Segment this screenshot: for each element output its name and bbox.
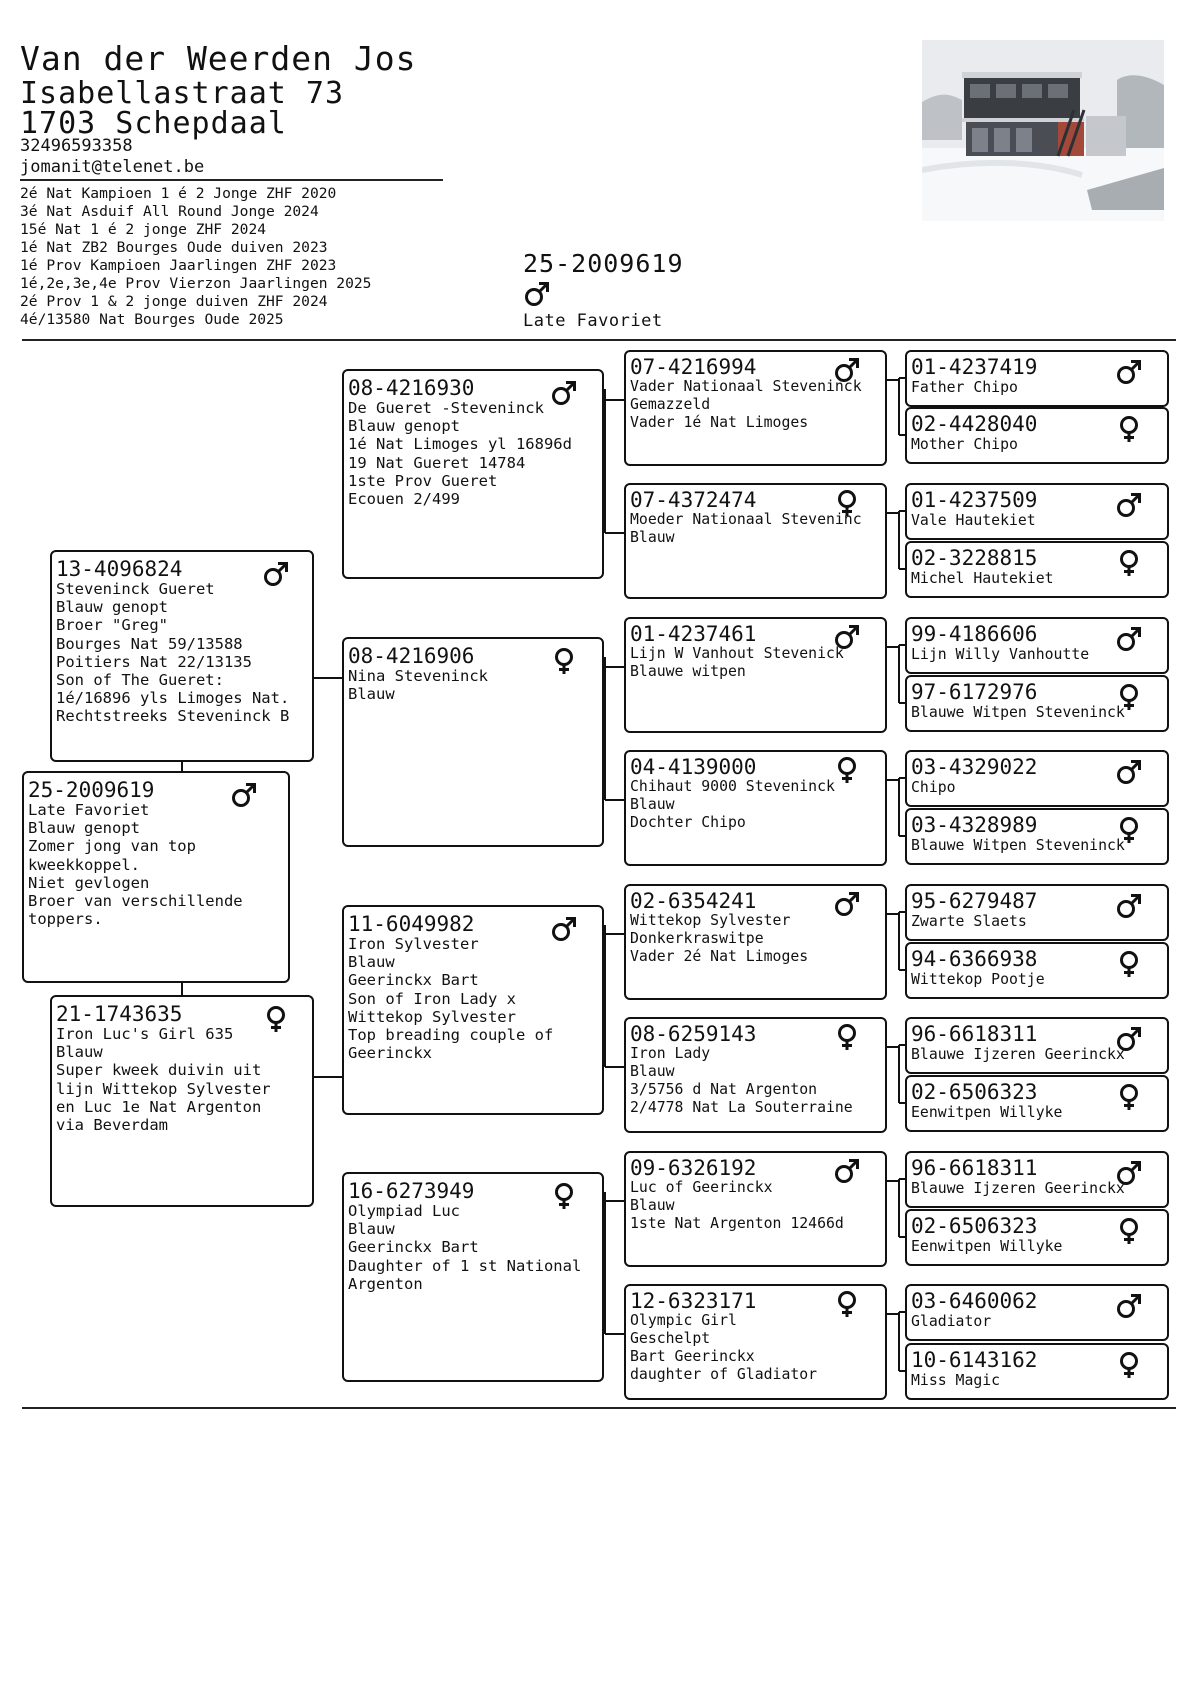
- pedigree-card: [624, 1017, 887, 1133]
- male-symbol-icon: [1115, 625, 1143, 653]
- ring-number: 10-6143162: [911, 1348, 1038, 1372]
- bird-detail: Blauw: [630, 1063, 675, 1080]
- ring-number: 08-4216930: [348, 376, 475, 400]
- bird-detail: Blauw genopt: [348, 417, 460, 436]
- bird-detail: Wittekop Sylvester: [348, 1007, 516, 1026]
- bird-name: Wittekop Pootje: [911, 971, 1045, 988]
- bird-detail: via Beverdam: [56, 1116, 168, 1135]
- pedigree-card: [342, 637, 604, 847]
- pedigree-card: [905, 675, 1169, 732]
- male-symbol-icon: [833, 623, 861, 651]
- ring-number: 02-6506323: [911, 1080, 1038, 1104]
- ring-number: 09-6326192: [630, 1156, 757, 1180]
- bird-name: Nina Steveninck: [348, 667, 488, 685]
- bird-detail: 1é/16896 yls Limoges Nat.: [56, 689, 290, 708]
- bird-detail: 1é Nat Limoges yl 16896d: [348, 435, 572, 454]
- bird-detail: Argenton: [348, 1274, 423, 1293]
- pedigree-card: [905, 750, 1169, 807]
- ring-number: 08-4216906: [348, 644, 475, 668]
- ring-number: 02-6506323: [911, 1214, 1038, 1238]
- male-symbol-icon: [833, 890, 861, 918]
- owner-phone: 32496593358: [20, 136, 133, 156]
- pedigree-card: [624, 350, 887, 466]
- bird-detail: Blauw: [348, 1220, 395, 1239]
- pedigree-card: [342, 369, 604, 579]
- pedigree-card: [624, 884, 887, 1000]
- bird-detail: Geerinckx Bart: [348, 1238, 479, 1257]
- bird-detail: Blauw: [56, 1043, 103, 1062]
- bird-name: Eenwitpen Willyke: [911, 1104, 1063, 1121]
- ring-number: 03-4328989: [911, 813, 1038, 837]
- bottom-divider: [22, 1407, 1176, 1409]
- achievement-item: 2é Nat Kampioen 1 é 2 Jonge ZHF 2020: [20, 185, 337, 202]
- owner-email: jomanit@telenet.be: [20, 157, 205, 177]
- bird-detail: Bourges Nat 59/13588: [56, 634, 243, 653]
- bird-name: Blauwe Ijzeren Geerinckx: [911, 1180, 1125, 1197]
- bird-detail: 3/5756 d Nat Argenton: [630, 1081, 818, 1098]
- male-symbol-icon: [1115, 358, 1143, 386]
- pedigree-card: [50, 995, 314, 1207]
- bird-name: Mother Chipo: [911, 436, 1018, 453]
- bird-detail: 19 Nat Gueret 14784: [348, 453, 526, 472]
- bird-name: Iron Lady: [630, 1045, 711, 1062]
- female-symbol-icon: [1115, 549, 1143, 577]
- ring-number: 97-6172976: [911, 680, 1038, 704]
- male-symbol-icon: [1115, 491, 1143, 519]
- pedigree-card: [342, 1172, 604, 1382]
- achievements-list: [20, 185, 371, 329]
- pedigree-card: [624, 1151, 887, 1267]
- bird-detail: daughter of Gladiator: [630, 1366, 818, 1383]
- bird-name: Vader Nationaal Steveninck: [630, 378, 862, 395]
- pedigree-card: [905, 942, 1169, 999]
- pedigree-card: [905, 1284, 1169, 1341]
- bird-detail: Vader 2é Nat Limoges: [630, 948, 809, 965]
- pedigree-card: [905, 407, 1169, 464]
- male-symbol-icon: [262, 560, 290, 588]
- male-symbol-icon: [1115, 758, 1143, 786]
- female-symbol-icon: [1115, 683, 1143, 711]
- pedigree-card: [905, 1209, 1169, 1266]
- ring-number: 07-4372474: [630, 488, 757, 512]
- bird-detail: 2/4778 Nat La Souterraine: [630, 1099, 853, 1116]
- ring-number: 01-4237419: [911, 355, 1038, 379]
- bird-detail: Geschelpt: [630, 1330, 711, 1347]
- ring-number: 02-3228815: [911, 546, 1038, 570]
- bird-name: Blauwe Witpen Steveninck: [911, 837, 1125, 854]
- main-ring-number: 25-2009619: [523, 249, 684, 278]
- pedigree-card: [905, 541, 1169, 598]
- bird-detail: kweekkoppel.: [28, 855, 140, 874]
- bird-detail: 1ste Nat Argenton 12466d: [630, 1215, 844, 1232]
- bird-name: Lijn W Vanhout Stevenick: [630, 645, 844, 662]
- female-symbol-icon: [1115, 1217, 1143, 1245]
- achievement-item: 1é,2e,3e,4e Prov Vierzon Jaarlingen 2025: [20, 275, 372, 292]
- bird-detail: Bart Geerinckx: [630, 1348, 755, 1365]
- bird-name: Blauwe Witpen Steveninck: [911, 704, 1125, 721]
- bird-detail: Dochter Chipo: [630, 814, 746, 831]
- ring-number: 04-4139000: [630, 755, 757, 779]
- bird-detail: Son of The Gueret:: [56, 671, 224, 690]
- female-symbol-icon: [550, 1182, 578, 1210]
- bird-name: Father Chipo: [911, 379, 1018, 396]
- ring-number: 02-6354241: [630, 889, 757, 913]
- female-symbol-icon: [833, 1290, 861, 1318]
- bird-detail: Daughter of 1 st National: [348, 1256, 582, 1275]
- achievement-item: 1é Prov Kampioen Jaarlingen ZHF 2023: [20, 257, 337, 274]
- bird-name: Lijn Willy Vanhoutte: [911, 646, 1090, 663]
- pedigree-card: [50, 550, 314, 762]
- bird-detail: Broer "Greg": [56, 616, 168, 635]
- female-symbol-icon: [262, 1005, 290, 1033]
- pedigree-card: [905, 350, 1169, 407]
- bird-detail: Zomer jong van top: [28, 837, 196, 856]
- male-symbol-icon: [1115, 892, 1143, 920]
- bird-name: Eenwitpen Willyke: [911, 1238, 1063, 1255]
- ring-number: 12-6323171: [630, 1289, 757, 1313]
- bird-detail: Geerinckx: [348, 1044, 432, 1063]
- bird-detail: en Luc 1e Nat Argenton: [56, 1097, 262, 1116]
- bird-name: Moeder Nationaal Steveninc: [630, 511, 862, 528]
- pedigree-card: [905, 1151, 1169, 1208]
- female-symbol-icon: [833, 1023, 861, 1051]
- ring-number: 21-1743635: [56, 1002, 183, 1026]
- male-symbol-icon: [833, 356, 861, 384]
- male-symbol-icon: [523, 280, 551, 308]
- female-symbol-icon: [1115, 415, 1143, 443]
- male-symbol-icon: [1115, 1025, 1143, 1053]
- ring-number: 11-6049982: [348, 912, 475, 936]
- female-symbol-icon: [1115, 816, 1143, 844]
- male-symbol-icon: [833, 1157, 861, 1185]
- bird-detail: Blauwe witpen: [630, 663, 746, 680]
- bird-detail: Blauw: [630, 529, 675, 546]
- main-bird-name: Late Favoriet: [523, 311, 663, 331]
- bird-name: Chihaut 9000 Steveninck: [630, 778, 835, 795]
- bird-detail: Blauw: [630, 1197, 675, 1214]
- ring-number: 95-6279487: [911, 889, 1038, 913]
- achievement-item: 1é Nat ZB2 Bourges Oude duiven 2023: [20, 239, 328, 256]
- ring-number: 02-4428040: [911, 412, 1038, 436]
- owner-city: 1703 Schepdaal: [20, 106, 287, 141]
- top-divider: [22, 339, 1176, 341]
- bird-detail: Super kweek duivin uit: [56, 1061, 262, 1080]
- owner-street: Isabellastraat 73: [20, 76, 345, 111]
- pedigree-card: [624, 1284, 887, 1400]
- bird-name: Late Favoriet: [28, 801, 150, 819]
- pedigree-card: [905, 617, 1169, 674]
- ring-number: 13-4096824: [56, 557, 183, 581]
- bird-detail: Donkerkraswitpe: [630, 930, 764, 947]
- owner-name: Van der Weerden Jos: [20, 39, 417, 78]
- pedigree-card: [22, 771, 290, 983]
- ring-number: 96-6618311: [911, 1156, 1038, 1180]
- pedigree-card: [624, 483, 887, 599]
- bird-detail: Geerinckx Bart: [348, 971, 479, 990]
- achievement-item: 4é/13580 Nat Bourges Oude 2025: [20, 311, 284, 328]
- pedigree-card: [905, 1343, 1169, 1400]
- male-symbol-icon: [1115, 1292, 1143, 1320]
- bird-name: Olympiad Luc: [348, 1202, 460, 1220]
- bird-detail: Ecouen 2/499: [348, 490, 460, 509]
- bird-detail: lijn Wittekop Sylvester: [56, 1079, 271, 1098]
- owner-divider: [20, 179, 443, 181]
- bird-name: Chipo: [911, 779, 956, 796]
- female-symbol-icon: [833, 489, 861, 517]
- male-symbol-icon: [550, 915, 578, 943]
- bird-name: Gladiator: [911, 1313, 992, 1330]
- bird-detail: Blauw genopt: [28, 819, 140, 838]
- loft-photo: [922, 40, 1164, 221]
- ring-number: 03-6460062: [911, 1289, 1038, 1313]
- bird-detail: toppers.: [28, 910, 103, 929]
- ring-number: 99-4186606: [911, 622, 1038, 646]
- bird-name: Iron Sylvester: [348, 935, 479, 953]
- female-symbol-icon: [1115, 950, 1143, 978]
- bird-detail: Vader 1é Nat Limoges: [630, 414, 809, 431]
- ring-number: 96-6618311: [911, 1022, 1038, 1046]
- ring-number: 16-6273949: [348, 1179, 475, 1203]
- bird-name: Luc of Geerinckx: [630, 1179, 773, 1196]
- bird-detail: Blauw: [630, 796, 675, 813]
- bird-detail: 1ste Prov Gueret: [348, 471, 498, 490]
- bird-detail: Niet gevlogen: [28, 873, 150, 892]
- bird-name: Olympic Girl: [630, 1312, 737, 1329]
- bird-name: De Gueret -Steveninck: [348, 399, 544, 417]
- bird-name: Iron Luc's Girl 635: [56, 1025, 234, 1043]
- bird-name: Miss Magic: [911, 1372, 1001, 1389]
- pedigree-card: [905, 1017, 1169, 1074]
- bird-name: Steveninck Gueret: [56, 580, 215, 598]
- bird-name: Wittekop Sylvester: [630, 912, 791, 929]
- pedigree-card: [905, 884, 1169, 941]
- pedigree-card: [905, 808, 1169, 865]
- bird-name: Zwarte Slaets: [911, 913, 1027, 930]
- achievement-item: 3é Nat Asduif All Round Jonge 2024: [20, 203, 319, 220]
- bird-detail: Poitiers Nat 22/13135: [56, 652, 252, 671]
- bird-detail: Top breading couple of: [348, 1026, 554, 1045]
- bird-detail: Rechtstreeks Steveninck B: [56, 707, 290, 726]
- female-symbol-icon: [1115, 1083, 1143, 1111]
- bird-detail: Blauw genopt: [56, 598, 168, 617]
- bird-detail: Broer van verschillende: [28, 892, 243, 911]
- ring-number: 25-2009619: [28, 778, 155, 802]
- ring-number: 01-4237509: [911, 488, 1038, 512]
- bird-detail: Son of Iron Lady x: [348, 989, 516, 1008]
- bird-detail: Blauw: [348, 685, 395, 704]
- bird-detail: Blauw: [348, 953, 395, 972]
- female-symbol-icon: [550, 647, 578, 675]
- pedigree-card: [624, 750, 887, 866]
- ring-number: 08-6259143: [630, 1022, 757, 1046]
- male-symbol-icon: [230, 781, 258, 809]
- pedigree-card: [905, 1075, 1169, 1132]
- ring-number: 07-4216994: [630, 355, 757, 379]
- female-symbol-icon: [1115, 1351, 1143, 1379]
- female-symbol-icon: [833, 756, 861, 784]
- ring-number: 03-4329022: [911, 755, 1038, 779]
- bird-name: Blauwe Ijzeren Geerinckx: [911, 1046, 1125, 1063]
- achievement-item: 15é Nat 1 é 2 jonge ZHF 2024: [20, 221, 267, 238]
- bird-name: Vale Hautekiet: [911, 512, 1036, 529]
- male-symbol-icon: [550, 379, 578, 407]
- pedigree-card: [905, 483, 1169, 540]
- ring-number: 94-6366938: [911, 947, 1038, 971]
- bird-detail: Gemazzeld: [630, 396, 711, 413]
- pedigree-card: [342, 905, 604, 1115]
- achievement-item: 2é Prov 1 & 2 jonge duiven ZHF 2024: [20, 293, 328, 310]
- bird-name: Michel Hautekiet: [911, 570, 1054, 587]
- ring-number: 01-4237461: [630, 622, 757, 646]
- pedigree-card: [624, 617, 887, 733]
- male-symbol-icon: [1115, 1159, 1143, 1187]
